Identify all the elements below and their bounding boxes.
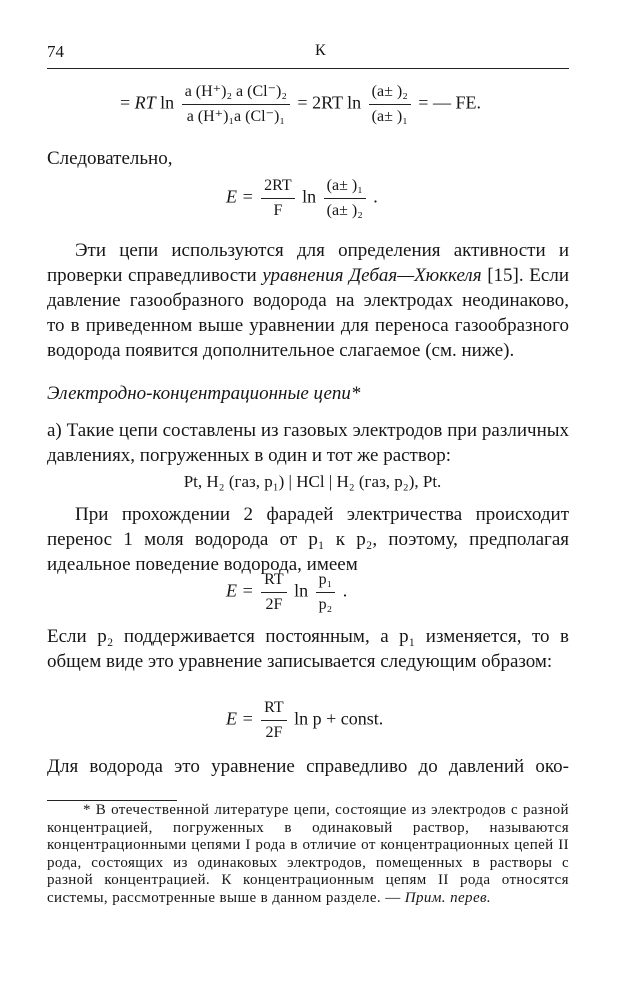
- paragraph-gas-electrodes: а) Такие цепи составлены из газовых электродов при различных давлениях, погруженных в один и тот же раствор:: [47, 420, 569, 466]
- paragraph-debye-huckel: Эти цепи используются для определения активности и проверки справедливости уравнения Дебая—Хюккеля [15]. Если давление газообразного водорода на электродах неодинаково, то в приведенном выше уравнении для переноса газообразного водорода появится дополнительное слагаемое (см. ниже).: [47, 240, 569, 361]
- equation-1: = RT ln $\frac{\text{a (H⁺)₂ a (Cl⁻)₂}}{\text{a (H⁺)₁a (Cl⁻)₁}}$ = 2RT ln $\frac{\text{(a± )₂}}{\text{(a± )₁}}$ = — FE.: [120, 83, 481, 125]
- page-header: [47, 42, 569, 66]
- paragraph-general-form: Если p₂ поддерживается постоянным, а p₁ изменяется, то в общем виде это уравнение записывается следующим образом:: [47, 626, 569, 672]
- running-head: К: [315, 42, 326, 59]
- equation-3: E = $\frac{RT}{2F}$ ln $\frac{\text{p₁}}{\text{p₂}}$ .: [226, 571, 348, 613]
- cell-scheme: Pt, H₂ (газ, p₁) | HCl | H₂ (газ, p₂), Pt.: [183, 472, 442, 491]
- equation-4: E = $\frac{RT}{2F}$ ln p + const.: [226, 699, 384, 741]
- footnote: * В отечественной литературе цепи, состоящие из электродов с разной концентрацией, погруженных в одинаковый раствор, называются концентрационными цепями I рода в отличие от концентрационных цепей II рода, состоящих из одинаковых электродов, помещенных в растворы с разной концентрацией. К концентрационным цепям II рода относятся системы, рассмотренные выше в данном разделе. — Прим. перев.: [47, 802, 569, 906]
- paragraph-hydrogen-pressure: Для водорода это уравнение справедливо до давлений око-: [47, 756, 569, 777]
- footnote-rule: [47, 800, 177, 801]
- header-rule: [47, 68, 569, 69]
- section-heading: Электродно-концентрационные цепи*: [47, 383, 361, 404]
- equation-2: E = $\frac{2RT}{F}$ ln $\frac{\text{(a± )₁}}{\text{(a± )₂}}$ .: [226, 177, 378, 219]
- text-therefore: Следовательно,: [47, 148, 173, 169]
- fraction-mean-activity: $\frac{\text{(a± )₂}}{\text{(a± )₁}}$: [369, 82, 411, 127]
- fraction-activity-ratio: $\frac{\text{a (H⁺)₂ a (Cl⁻)₂}}{\text{a (H⁺)₁a (Cl⁻)₁}}$: [182, 82, 290, 127]
- paragraph-faraday: При прохождении 2 фарадей электричества происходит перенос 1 моля водорода от p₁ к p₂, поэтому, предполагая идеальное поведение водорода, имеем: [47, 504, 569, 575]
- page-number: 74: [47, 42, 64, 61]
